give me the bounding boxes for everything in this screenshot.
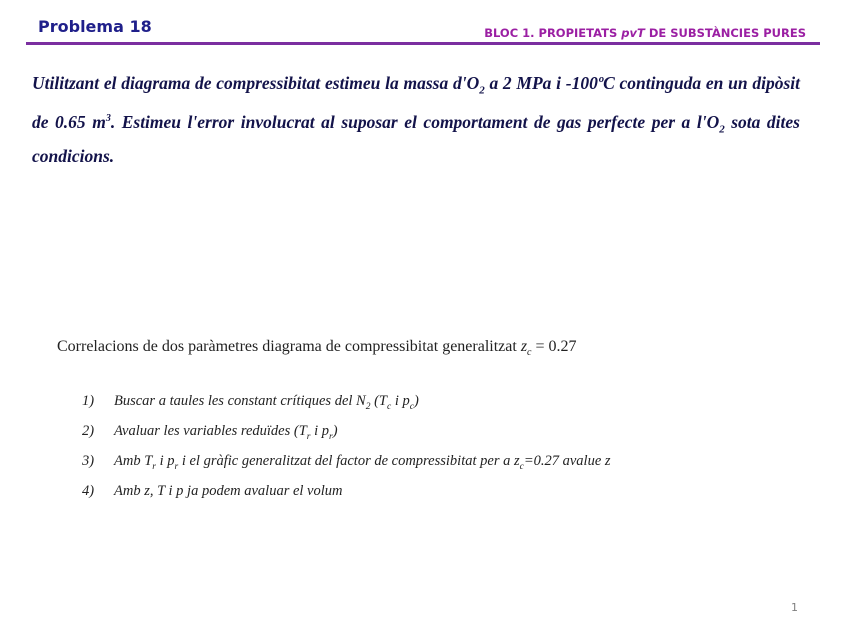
page-number: 1 (791, 601, 798, 614)
correlations-heading: Correlacions de dos paràmetres diagrama de compressibitat generalitzat $z_c = 0.27$ (57, 338, 577, 359)
section-label-suffix: DE SUBSTÀNCIES PURES (644, 26, 806, 40)
step-item: 4) Amb z, T i p ja podem avaluar el volum (82, 483, 343, 499)
steps-list (82, 390, 611, 510)
section-label (484, 26, 806, 40)
header-divider (26, 42, 820, 45)
problem-statement: Utilitzant el diagrama de compressibitat estimeu la massa $d'O_2$ a 2 MPa i -100ºC continguda en un dipòsit de 0.65 $m^3$. Estimeu l'error involucrat al suposar el comportament de gas perfecte per a $l'O_2$ sota dites condicions. (32, 73, 800, 166)
step-item: 1) Buscar a taules les constant crítiques del $N_2$ ($T_c$ i $p_c$) (82, 393, 419, 412)
step-item: 3) Amb $T_r$ i $p_r$ i el gràfic generalitzat del factor de compressibitat per a $z_c=0.27$ avalue z (82, 453, 611, 472)
section-label-prefix: BLOC 1. PROPIETATS (484, 26, 622, 40)
page-title: Problema 18 (38, 17, 152, 36)
section-label-italic: pvT (621, 26, 645, 40)
step-item: 2) Avaluar les variables reduïdes ($T_r$ i $p_r$) (82, 423, 338, 442)
